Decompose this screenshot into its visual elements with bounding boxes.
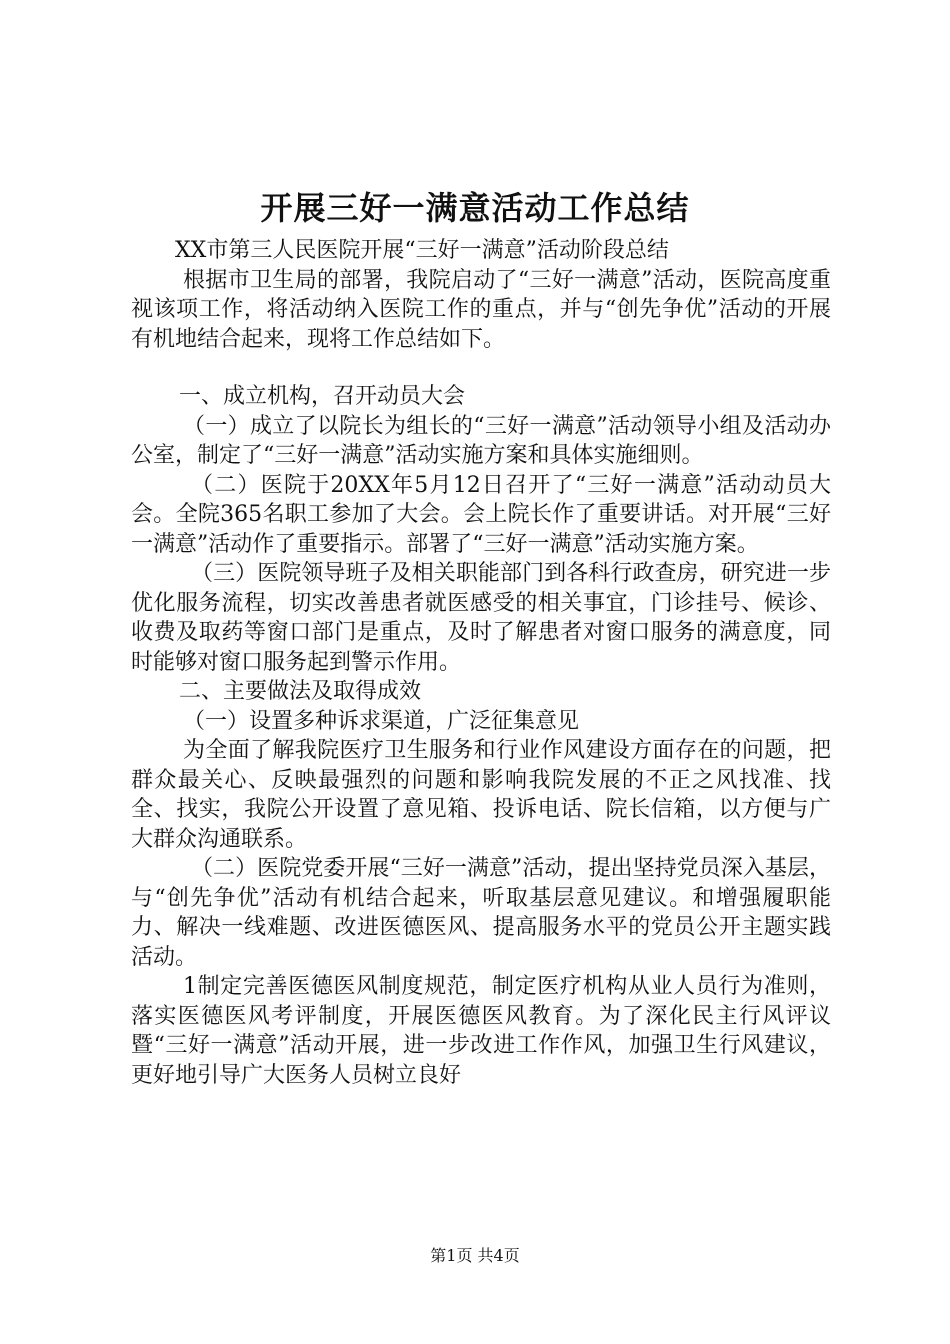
page-footer: 第1页 共4页 xyxy=(430,1246,520,1265)
section-heading-1: 一、成立机构，召开动员大会 xyxy=(179,384,466,409)
section-2-paragraph-1: 为全面了解我院医疗卫生服务和行业作风建设方面存在的问题，把群众最关心、反映最强烈的问题和影响我院发展的不正之风找准、找全、找实，我院公开设置了意见箱、投诉电话、院长信箱，以方便与广大群众沟通联系。 xyxy=(131,738,831,852)
section-2-subheading-1: （一）设置多种诉求渠道，广泛征集意见 xyxy=(183,708,580,734)
section-2-item-2: （二）医院党委开展“三好一满意”活动，提出坚持党员深入基层，与“创先争优”活动有机结合起来，听取基层意见建议。和增强履职能力、解决一线难题、改进医德医风、提高服务水平的党员公开主题实践活动。 xyxy=(131,856,831,970)
subtitle-paragraph: XX市第三人民医院开展“三好一满意”活动阶段总结 xyxy=(175,238,669,263)
intro-paragraph: 根据市卫生局的部署，我院启动了“三好一满意”活动，医院高度重视该项工作，将活动纳入医院工作的重点，并与“创先争优”活动的开展有机地结合起来，现将工作总结如下。 xyxy=(131,267,831,352)
section-heading-2: 二、主要做法及取得成效 xyxy=(179,679,422,704)
document-body xyxy=(131,236,831,1090)
section-1-item-1: （一）成立了以院长为组长的“三好一满意”活动领导小组及活动办公室，制定了“三好一满意”活动实施方案和具体实施细则。 xyxy=(131,413,831,468)
document-title: 开展三好一满意活动工作总结 xyxy=(260,189,690,227)
section-1-item-2: （二）医院于20XX年5月12日召开了“三好一满意”活动动员大会。全院365名职工参加了大会。会上院长作了重要讲话。对开展“三好一满意”活动作了重要指示。部署了“三好一满意”活动实施方案。 xyxy=(131,472,831,557)
section-2-point-1: 1制定完善医德医风制度规范，制定医疗机构从业人员行为准则，落实医德医风考评制度，开展医德医风教育。为了深化民主行风评议暨“三好一满意”活动开展，进一步改进工作作风，加强卫生行风建议，更好地引导广大医务人员树立良好 xyxy=(131,974,831,1088)
section-1-item-3: （三）医院领导班子及相关职能部门到各科行政查房，研究进一步优化服务流程，切实改善患者就医感受的相关事宜，门诊挂号、候诊、收费及取药等窗口部门是重点，及时了解患者对窗口服务的满意度，同时能够对窗口服务起到警示作用。 xyxy=(131,561,831,675)
